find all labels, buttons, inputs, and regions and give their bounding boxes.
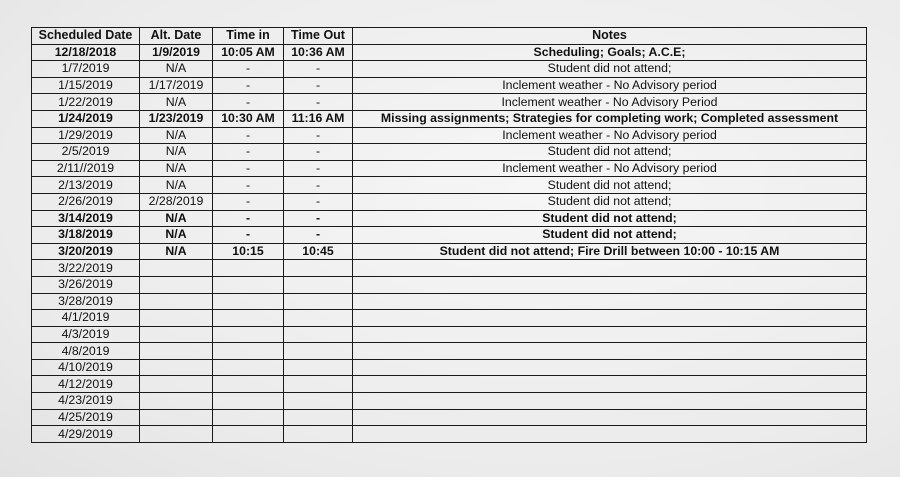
time-in-cell	[213, 409, 284, 426]
attendance-table	[31, 27, 867, 443]
header-notes: Notes	[353, 28, 867, 45]
notes-cell	[353, 376, 867, 393]
table-row	[32, 227, 867, 244]
time-in-cell: -	[213, 227, 284, 244]
notes-cell: Student did not attend;	[353, 227, 867, 244]
notes-cell: Scheduling; Goals; A.C.E;	[353, 44, 867, 61]
scheduled-date-cell: 3/20/2019	[32, 243, 140, 260]
header-time-out: Time Out	[284, 28, 353, 45]
scheduled-date-cell: 4/23/2019	[32, 393, 140, 410]
alt-date-cell: N/A	[140, 177, 213, 194]
table-row	[32, 243, 867, 260]
table-row	[32, 359, 867, 376]
header-time-in: Time in	[213, 28, 284, 45]
table-row	[32, 127, 867, 144]
alt-date-cell	[140, 359, 213, 376]
time-in-cell: -	[213, 61, 284, 78]
alt-date-cell	[140, 376, 213, 393]
scheduled-date-cell: 4/29/2019	[32, 426, 140, 443]
notes-cell: Inclement weather - No Advisory period	[353, 77, 867, 94]
alt-date-cell: N/A	[140, 144, 213, 161]
scheduled-date-cell: 4/10/2019	[32, 359, 140, 376]
scheduled-date-cell: 3/14/2019	[32, 210, 140, 227]
time-in-cell: -	[213, 94, 284, 111]
table-row	[32, 426, 867, 443]
scheduled-date-cell: 3/26/2019	[32, 276, 140, 293]
time-out-cell	[284, 276, 353, 293]
notes-cell	[353, 343, 867, 360]
time-in-cell: 10:30 AM	[213, 110, 284, 127]
time-out-cell	[284, 426, 353, 443]
table-row	[32, 160, 867, 177]
alt-date-cell	[140, 260, 213, 277]
scheduled-date-cell: 4/1/2019	[32, 310, 140, 327]
time-out-cell: -	[284, 177, 353, 194]
notes-cell	[353, 393, 867, 410]
notes-cell: Student did not attend;	[353, 193, 867, 210]
notes-cell: Inclement weather - No Advisory period	[353, 127, 867, 144]
table-row	[32, 310, 867, 327]
time-in-cell: -	[213, 177, 284, 194]
scheduled-date-cell: 2/13/2019	[32, 177, 140, 194]
table-row	[32, 44, 867, 61]
table-row	[32, 393, 867, 410]
alt-date-cell: 1/17/2019	[140, 77, 213, 94]
time-out-cell	[284, 293, 353, 310]
table-row	[32, 177, 867, 194]
time-in-cell: -	[213, 160, 284, 177]
alt-date-cell: 2/28/2019	[140, 193, 213, 210]
notes-cell: Student did not attend;	[353, 61, 867, 78]
notes-cell: Student did not attend;	[353, 177, 867, 194]
time-out-cell	[284, 359, 353, 376]
time-out-cell: -	[284, 127, 353, 144]
table-row	[32, 326, 867, 343]
notes-cell: Student did not attend;	[353, 210, 867, 227]
time-out-cell: 10:36 AM	[284, 44, 353, 61]
scheduled-date-cell: 4/25/2019	[32, 409, 140, 426]
scheduled-date-cell: 3/28/2019	[32, 293, 140, 310]
table-row	[32, 409, 867, 426]
notes-cell: Student did not attend; Fire Drill between 10:00 - 10:15 AM	[353, 243, 867, 260]
alt-date-cell	[140, 310, 213, 327]
scheduled-date-cell: 3/22/2019	[32, 260, 140, 277]
table-row	[32, 110, 867, 127]
scheduled-date-cell: 4/8/2019	[32, 343, 140, 360]
notes-cell	[353, 310, 867, 327]
time-out-cell	[284, 409, 353, 426]
notes-cell	[353, 359, 867, 376]
time-out-cell: -	[284, 227, 353, 244]
scheduled-date-cell: 1/22/2019	[32, 94, 140, 111]
scheduled-date-cell: 1/7/2019	[32, 61, 140, 78]
time-in-cell	[213, 326, 284, 343]
notes-cell: Missing assignments; Strategies for completing work; Completed assessment	[353, 110, 867, 127]
table-row	[32, 193, 867, 210]
alt-date-cell: N/A	[140, 243, 213, 260]
scheduled-date-cell: 4/12/2019	[32, 376, 140, 393]
alt-date-cell	[140, 343, 213, 360]
time-in-cell: -	[213, 210, 284, 227]
time-out-cell: -	[284, 94, 353, 111]
notes-cell	[353, 326, 867, 343]
time-in-cell: -	[213, 77, 284, 94]
time-out-cell: -	[284, 210, 353, 227]
table-row	[32, 144, 867, 161]
notes-cell	[353, 293, 867, 310]
time-out-cell	[284, 343, 353, 360]
alt-date-cell: N/A	[140, 227, 213, 244]
time-in-cell	[213, 276, 284, 293]
alt-date-cell: 1/9/2019	[140, 44, 213, 61]
table-row	[32, 77, 867, 94]
time-out-cell	[284, 310, 353, 327]
notes-cell	[353, 260, 867, 277]
scheduled-date-cell: 1/29/2019	[32, 127, 140, 144]
alt-date-cell: 1/23/2019	[140, 110, 213, 127]
table-row	[32, 343, 867, 360]
alt-date-cell	[140, 409, 213, 426]
time-out-cell: -	[284, 160, 353, 177]
scheduled-date-cell: 4/3/2019	[32, 326, 140, 343]
table-body	[32, 44, 867, 442]
scheduled-date-cell: 2/26/2019	[32, 193, 140, 210]
table-row	[32, 94, 867, 111]
notes-cell: Student did not attend;	[353, 144, 867, 161]
alt-date-cell: N/A	[140, 127, 213, 144]
time-in-cell	[213, 376, 284, 393]
time-out-cell: 10:45	[284, 243, 353, 260]
header-scheduled-date: Scheduled Date	[32, 28, 140, 45]
scheduled-date-cell: 1/15/2019	[32, 77, 140, 94]
table-row	[32, 276, 867, 293]
notes-cell	[353, 426, 867, 443]
alt-date-cell	[140, 393, 213, 410]
time-out-cell	[284, 326, 353, 343]
time-in-cell	[213, 260, 284, 277]
notes-cell: Inclement weather - No Advisory period	[353, 160, 867, 177]
time-in-cell	[213, 293, 284, 310]
table-row	[32, 61, 867, 78]
scheduled-date-cell: 12/18/2018	[32, 44, 140, 61]
scheduled-date-cell: 2/11//2019	[32, 160, 140, 177]
alt-date-cell: N/A	[140, 160, 213, 177]
table-row	[32, 293, 867, 310]
time-in-cell: 10:05 AM	[213, 44, 284, 61]
table-row	[32, 210, 867, 227]
alt-date-cell: N/A	[140, 210, 213, 227]
notes-cell	[353, 276, 867, 293]
time-out-cell: -	[284, 193, 353, 210]
time-in-cell: -	[213, 144, 284, 161]
alt-date-cell	[140, 326, 213, 343]
time-out-cell: 11:16 AM	[284, 110, 353, 127]
time-in-cell: -	[213, 127, 284, 144]
scheduled-date-cell: 3/18/2019	[32, 227, 140, 244]
alt-date-cell: N/A	[140, 61, 213, 78]
scheduled-date-cell: 1/24/2019	[32, 110, 140, 127]
table-row	[32, 260, 867, 277]
alt-date-cell	[140, 276, 213, 293]
time-out-cell	[284, 393, 353, 410]
scheduled-date-cell: 2/5/2019	[32, 144, 140, 161]
alt-date-cell	[140, 426, 213, 443]
notes-cell	[353, 409, 867, 426]
table-row	[32, 376, 867, 393]
time-in-cell: 10:15	[213, 243, 284, 260]
time-in-cell	[213, 393, 284, 410]
time-in-cell	[213, 343, 284, 360]
time-out-cell: -	[284, 61, 353, 78]
time-out-cell: -	[284, 144, 353, 161]
time-out-cell	[284, 376, 353, 393]
header-alt-date: Alt. Date	[140, 28, 213, 45]
alt-date-cell	[140, 293, 213, 310]
attendance-sheet	[31, 27, 866, 443]
alt-date-cell: N/A	[140, 94, 213, 111]
header-row	[32, 28, 867, 45]
time-in-cell	[213, 310, 284, 327]
time-out-cell: -	[284, 77, 353, 94]
time-in-cell	[213, 359, 284, 376]
time-in-cell	[213, 426, 284, 443]
notes-cell: Inclement weather - No Advisory Period	[353, 94, 867, 111]
time-in-cell: -	[213, 193, 284, 210]
time-out-cell	[284, 260, 353, 277]
